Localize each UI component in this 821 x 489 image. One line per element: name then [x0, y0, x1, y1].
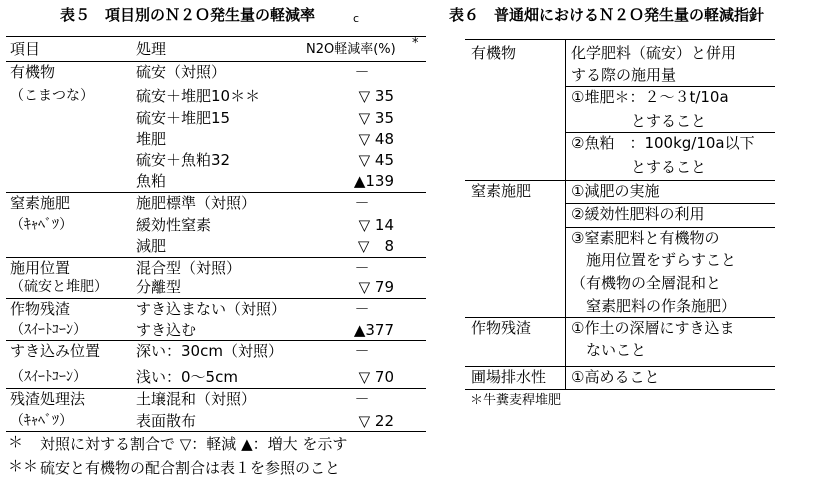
- table5-row-8-rate: ▽ 14: [358, 216, 394, 234]
- table5-row-14-treatment: 深い：30cm（対照）: [136, 342, 283, 360]
- table6-row-6-line-1: ③窒素肥料と有機物の: [571, 229, 720, 247]
- table6-row-5-line-1: ②緩効性肥料の利用: [571, 205, 705, 223]
- table5-group-divider: [6, 298, 426, 299]
- table5-row-13-treatment: すき込む: [136, 321, 197, 339]
- table5-title-ref: c: [353, 12, 360, 25]
- table5-row-1-item: 有機物: [10, 63, 56, 81]
- table5-row-10-rate: －: [354, 259, 370, 277]
- table6-top-border: [465, 39, 775, 40]
- table5-row-13-item: （ｽｲｰﾄｺｰﾝ）: [10, 322, 87, 338]
- table6-row-6-line-2: 施用位置をずらすこと: [571, 251, 737, 269]
- table5-title: 表５ 項目別のＮ２Ｏ発生量の軽減率: [60, 6, 316, 24]
- table5-row-17-treatment: 表面散布: [136, 412, 197, 430]
- table5-group-divider: [6, 257, 426, 258]
- table5-row-6-rate: ▲139: [353, 172, 394, 190]
- table5-row-12-treatment: すき込まない（対照）: [136, 300, 287, 318]
- table5-row-9-treatment: 減肥: [136, 237, 167, 255]
- table6-row-4-item: 窒素施肥: [471, 182, 532, 200]
- table5-row-4-treatment: 堆肥: [136, 130, 167, 148]
- table5-row-8-treatment: 緩効性窒素: [136, 216, 212, 234]
- table6-row-1-line-2: する際の施用量: [571, 66, 677, 84]
- table5-top-border: [6, 36, 426, 37]
- table5-row-5-rate: ▽ 45: [358, 151, 394, 169]
- table5-row-14-item: すき込み位置: [10, 342, 101, 360]
- table5-header-treatment: 処理: [136, 40, 167, 58]
- table5-row-17-item: （ｷｬﾍﾞﾂ）: [10, 413, 73, 429]
- table6-row-1-line-1: 化学肥料（硫安）と併用: [571, 44, 737, 62]
- table5-header-rate: N2O軽減率(%): [306, 42, 396, 57]
- table5-row-15-item: （ｽｲｰﾄｺｰﾝ）: [10, 369, 87, 385]
- table5-row-3-treatment: 硫安＋堆肥15: [136, 109, 231, 127]
- table6-row-2-line-1: ①堆肥＊：２～３t/10a: [571, 88, 729, 106]
- table5-note-1-mark: ＊: [8, 433, 24, 451]
- table5-row-14-rate: －: [354, 342, 370, 360]
- table5-header-rate-mark: *: [412, 36, 419, 51]
- table5-row-5-treatment: 硫安＋魚粕32: [136, 151, 231, 169]
- table6-row-divider: [565, 132, 775, 133]
- table6-row-divider: [565, 203, 775, 204]
- table5-group-divider: [6, 192, 426, 193]
- table6-row-8-item: 圃場排水性: [471, 368, 547, 386]
- table5-header-border: [6, 61, 426, 62]
- table6-title: 表６ 普通畑におけるＮ２Ｏ発生量の軽減指針: [449, 6, 765, 24]
- table5-row-11-rate: ▽ 79: [358, 278, 394, 296]
- table5-row-15-rate: ▽ 70: [358, 368, 394, 386]
- table5-row-11-item: （硫安と堆肥）: [10, 279, 108, 295]
- table6-row-divider: [465, 180, 775, 181]
- table5-row-12-rate: －: [354, 300, 370, 318]
- table5-row-6-treatment: 魚粕: [136, 172, 167, 190]
- table6-row-2-line-2: とすること: [571, 112, 707, 130]
- table5-row-17-rate: ▽ 22: [358, 412, 394, 430]
- table6-row-divider: [465, 317, 775, 318]
- table6-row-8-line-1: ①高めること: [571, 368, 660, 386]
- table5-row-1-treatment: 硫安（対照）: [136, 63, 227, 81]
- table5-note-2-text: 硫安と有機物の配合割合は表１を参照のこと: [40, 459, 341, 477]
- table5-row-16-rate: －: [354, 390, 370, 408]
- table5-row-12-item: 作物残渣: [10, 300, 71, 318]
- table5-header-item: 項目: [10, 40, 41, 58]
- table5-group-divider: [6, 388, 426, 389]
- table5-row-16-item: 残渣処理法: [10, 390, 86, 408]
- table6-row-6-line-3: （有機物の全層混和と: [571, 274, 722, 292]
- table6-note: ＊牛糞麦稈堆肥: [470, 393, 562, 408]
- table5-row-8-item: （ｷｬﾍﾞﾂ）: [10, 217, 73, 233]
- table5-bottom-border: [6, 431, 426, 432]
- table5-row-10-item: 施用位置: [10, 259, 71, 277]
- table5-row-3-rate: ▽ 35: [358, 109, 394, 127]
- table6-row-7-line-2: ないこと: [571, 341, 647, 359]
- table6-row-divider: [565, 227, 775, 228]
- table6-row-7-line-1: ①作土の深層にすき込ま: [571, 319, 735, 337]
- table5-row-16-treatment: 土壌混和（対照）: [136, 390, 257, 408]
- table6-bottom-border: [465, 389, 775, 390]
- table6-row-3-line-1: ②魚粕 ：100kg/10a以下: [571, 134, 755, 152]
- table6-row-4-line-1: ①減肥の実施: [571, 182, 660, 200]
- table5-row-13-rate: ▲377: [353, 321, 394, 339]
- table5-row-10-treatment: 混合型（対照）: [136, 259, 242, 277]
- table5-note-1-text: 対照に対する割合で ▽：軽減 ▲：増大 を示す: [40, 435, 348, 453]
- table6-row-divider: [465, 366, 775, 367]
- table5-row-1-rate: －: [354, 63, 370, 81]
- table5-row-4-rate: ▽ 48: [358, 130, 394, 148]
- table5-row-2-item: （こまつな）: [10, 88, 94, 104]
- table6-column-divider: [565, 39, 566, 389]
- table5-row-11-treatment: 分離型: [136, 278, 182, 296]
- table6-row-1-item: 有機物: [471, 44, 517, 62]
- table5-row-7-treatment: 施肥標準（対照）: [136, 194, 257, 212]
- table5-row-9-rate: ▽ 8: [357, 237, 394, 255]
- table5-row-2-rate: ▽ 35: [358, 87, 394, 105]
- table5-row-15-treatment: 浅い：0～5cm: [136, 368, 238, 386]
- table6-row-6-line-4: 窒素肥料の作条施肥）: [571, 297, 737, 315]
- table5-row-7-item: 窒素施肥: [10, 194, 71, 212]
- table5-group-divider: [6, 340, 426, 341]
- table6-row-3-line-2: とすること: [571, 158, 707, 176]
- table6-row-7-item: 作物残渣: [471, 319, 532, 337]
- table5-row-2-treatment: 硫安＋堆肥10＊＊: [136, 87, 261, 105]
- table6-row-divider: [565, 86, 775, 87]
- table5-note-2-mark: ＊＊: [8, 457, 39, 475]
- table5-row-7-rate: －: [354, 194, 370, 212]
